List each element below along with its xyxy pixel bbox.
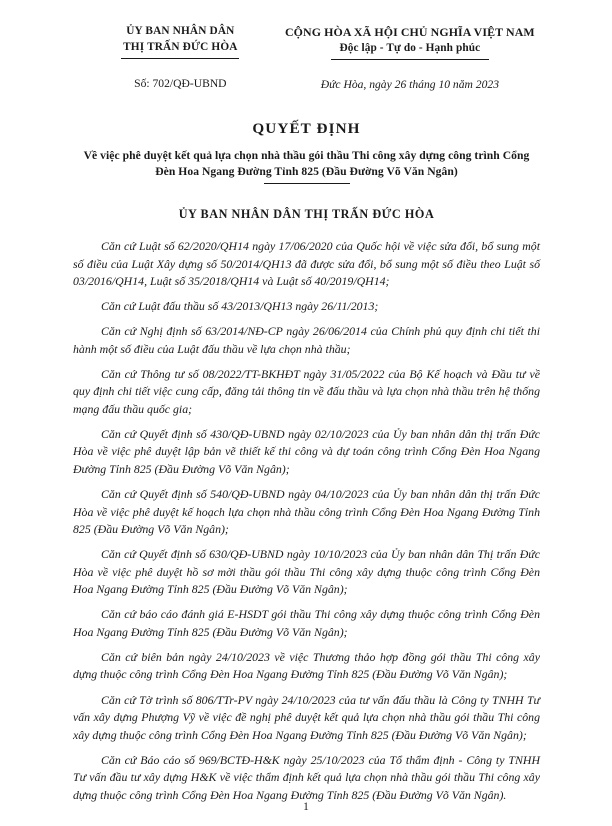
legal-basis-paragraph: Căn cứ Nghị định số 63/2014/NĐ-CP ngày 26/06/2014 của Chính phủ quy định chi tiết thi hành một số điều của Luật đấu thầu về lựa chọn nhà thầu; [73,324,540,356]
document-title: QUYẾT ĐỊNH [252,120,361,137]
national-title: CỘNG HÒA XÃ HỘI CHỦ NGHĨA VIỆT NAM [284,25,535,39]
title-block [73,119,540,184]
place-and-date: Đức Hòa, ngày 26 tháng 10 năm 2023 [320,78,499,91]
legal-basis-paragraph: Căn cứ biên bản ngày 24/10/2023 về việc Thương thảo hợp đồng gói thầu Thi công xây dựng thuộc công trình Cổng Đèn Hoa Ngang Đường Tỉnh 825 (Đầu Đường Võ Văn Ngân); [73,649,540,682]
legal-basis-paragraph: Căn cứ Thông tư số 08/2022/TT-BKHĐT ngày 31/05/2022 của Bộ Kế hoạch và Đầu tư về quy định chi tiết việc cung cấp, đăng tải thông tin về đấu thầu và lựa chọn nhà thầu trên hệ thống mạng đấu thầu quốc gia; [73,366,540,416]
national-motto-divider [331,59,489,60]
legal-basis-paragraph: Căn cứ Quyết định số 430/QĐ-UBND ngày 02/10/2023 của Ủy ban nhân dân thị trấn Đức Hòa về việc phê duyệt lập bản vẽ thiết kế thi công và dự toán công trình Cổng Đèn Hoa Ngang Đường Tỉnh 825 (Đầu Đường Võ Văn Ngân); [73,426,540,477]
header-issuing-authority-block [73,24,280,92]
title-divider [264,183,350,184]
legal-basis-paragraph: Căn cứ Tờ trình số 806/TTr-PV ngày 24/10/2023 của tư vấn đấu thầu là Công ty TNHH Tư vấn xây dựng Phượng Vỹ về việc đề nghị phê duyệt kết quả lựa chọn nhà thầu gói thầu Thi công xây dựng thuộc công trình Cổng Đèn Hoa Ngang Đường Tỉnh 825 (Đầu Đường Võ Văn Ngân); [73,692,540,742]
issuing-authority-line-1: ỦY BAN NHÂN DÂN [126,25,235,37]
document-subject: Về việc phê duyệt kết quả lựa chọn nhà thầu gói thầu Thi công xây dựng công trình Cổng Đèn Hoa Ngang Đường Tỉnh 825 (Đầu Đường Võ Văn Ngân) [83,149,530,178]
legal-basis-paragraph: Căn cứ Quyết định số 630/QĐ-UBND ngày 10/10/2023 của Ủy ban nhân dân Thị trấn Đức Hòa về việc phê duyệt hồ sơ mời thầu gói thầu Thi công xây dựng thuộc công trình Cổng Đèn Hoa Ngang Đường Tỉnh 825 (Đầu Đường Võ Văn Ngân); [73,547,540,597]
issuing-authority-line-2: THỊ TRẤN ĐỨC HÒA [123,40,238,53]
legal-basis-paragraph: Căn cứ Luật đấu thầu số 43/2013/QH13 ngày 26/11/2013; [101,299,379,314]
national-motto: Độc lập - Tự do - Hạnh phúc [339,42,481,54]
legal-basis-paragraph: Căn cứ Báo cáo số 969/BCTĐ-H&K ngày 25/10/2023 của Tổ thẩm định - Công ty TNHH Tư vấn đầu tư xây dựng H&K về việc thẩm định kết quả lựa chọn nhà thầu gói thầu Thi công xây dựng thuộc công trình Cổng Đèn Hoa Ngang Đường Tỉnh 825 (Đầu Đường Võ Văn Ngân). [73,752,540,802]
document-body [73,238,540,804]
issuing-authority-divider [121,58,239,59]
legal-basis-paragraph: Căn cứ Quyết định số 540/QĐ-UBND ngày 04/10/2023 của Ủy ban nhân dân thị trấn Đức Hòa về việc phê duyệt kế hoạch lựa chọn nhà thầu công trình Cổng Đèn Hoa Ngang Đường Tỉnh 825 (Đầu Đường Võ Văn Ngân); [73,487,540,537]
legal-basis-paragraph: Căn cứ Luật số 62/2020/QH14 ngày 17/06/2020 của Quốc hội về việc sửa đổi, bổ sung một số điều của Luật Xây dựng số 50/2014/QH13 đã được sửa đổi, bổ sung một số điều theo Luật số 03/2016/QH14, Luật số 35/2018/QH14 và Luật số 40/2019/QH14; [73,239,540,289]
deciding-authority: ỦY BAN NHÂN DÂN THỊ TRẤN ĐỨC HÒA [178,207,435,221]
legal-basis-paragraph: Căn cứ báo cáo đánh giá E-HSDT gói thầu Thi công xây dựng thuộc công trình Cổng Đèn Hoa Ngang Đường Tỉnh 825 (Đầu Đường Võ Văn Ngân); [73,607,540,639]
document-number: Số: 702/QĐ-UBND [134,77,227,90]
document-header [73,24,540,93]
header-national-block [280,24,540,93]
page-number: 1 [303,801,309,813]
